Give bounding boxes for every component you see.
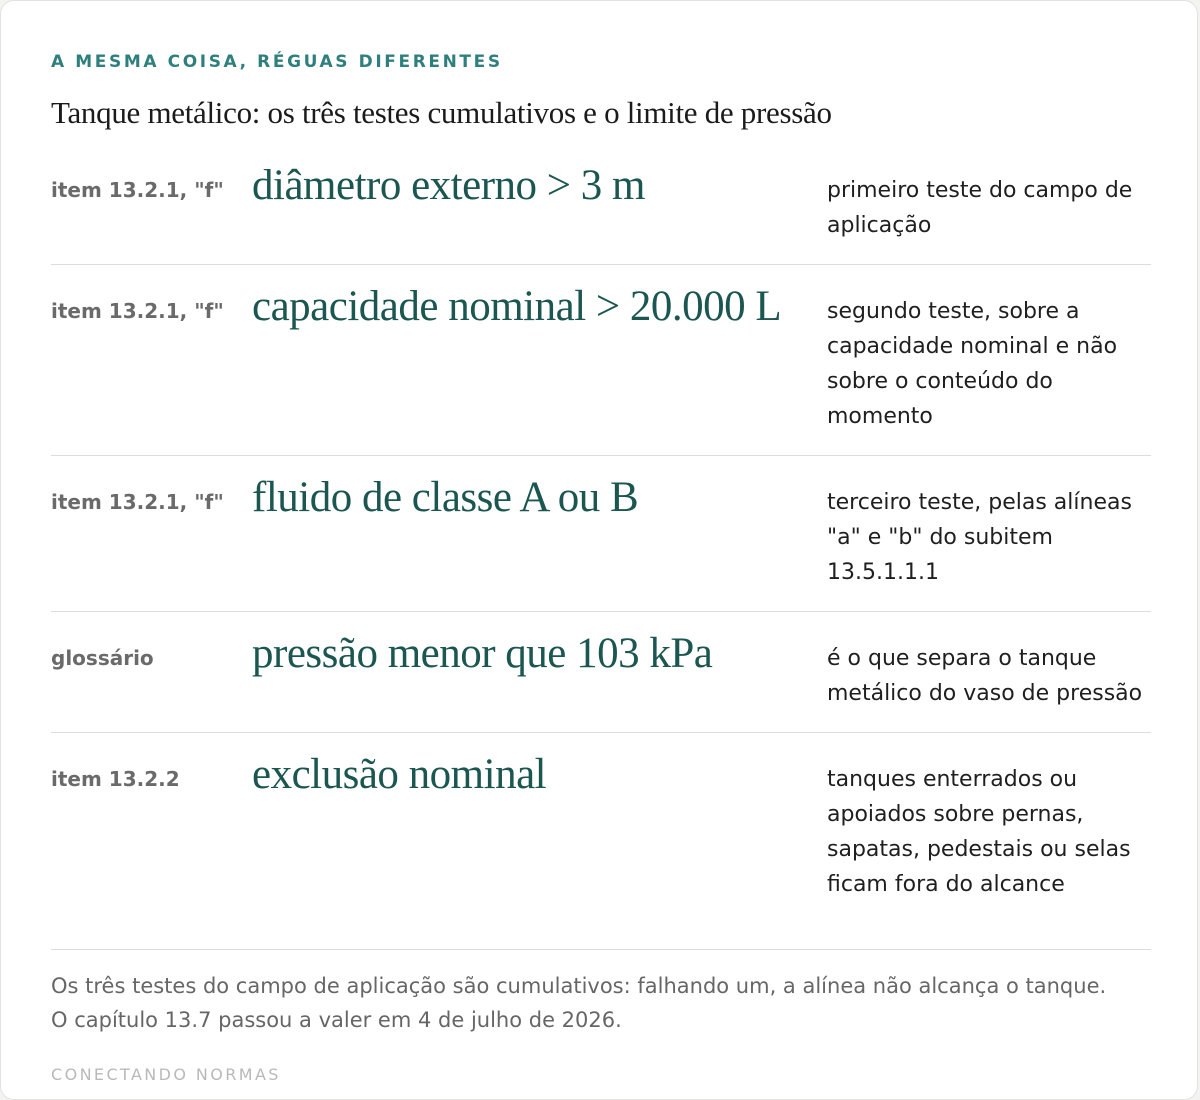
row-reference: item 13.2.2 <box>51 767 180 791</box>
eyebrow-label: A MESMA COISA, RÉGUAS DIFERENTES <box>51 52 503 72</box>
card-title: Tanque metálico: os três testes cumulativos e o limite de pressão <box>51 95 832 130</box>
row-note: tanques enterrados ou apoiados sobre pernas, sapatas, pedestais ou selas ficam fora do alcance <box>827 767 1131 897</box>
footer-note: Os três testes do campo de aplicação são cumulativos: falhando um, a alínea não alcança o tanque. O capítulo 13.7 passou a valer em 4 de julho de 2026. <box>51 974 1107 1032</box>
brand-label: CONECTANDO NORMAS <box>51 1065 281 1084</box>
row-note: é o que separa o tanque metálico do vaso de pressão <box>827 646 1143 706</box>
comparison-row <box>51 733 1151 950</box>
row-note: terceiro teste, pelas alíneas "a" e "b" do subitem 13.5.1.1.1 <box>827 490 1132 585</box>
comparison-row <box>51 456 1151 612</box>
row-reference: glossário <box>51 646 154 670</box>
row-note: segundo teste, sobre a capacidade nominal e não sobre o conteúdo do momento <box>827 299 1118 429</box>
comparison-row <box>51 265 1151 456</box>
row-reference: item 13.2.1, "f" <box>51 490 224 514</box>
row-note: primeiro teste do campo de aplicação <box>827 178 1133 238</box>
row-claim: diâmetro externo > 3 m <box>252 162 645 209</box>
comparison-row <box>51 612 1151 733</box>
row-claim: pressão menor que 103 kPa <box>252 630 713 677</box>
row-claim: fluido de classe A ou B <box>252 474 639 521</box>
comparison-list <box>51 144 1151 950</box>
row-claim: capacidade nominal > 20.000 L <box>252 283 782 330</box>
row-reference: item 13.2.1, "f" <box>51 178 224 202</box>
row-claim: exclusão nominal <box>252 751 547 798</box>
row-reference: item 13.2.1, "f" <box>51 299 224 323</box>
comparison-row <box>51 144 1151 265</box>
